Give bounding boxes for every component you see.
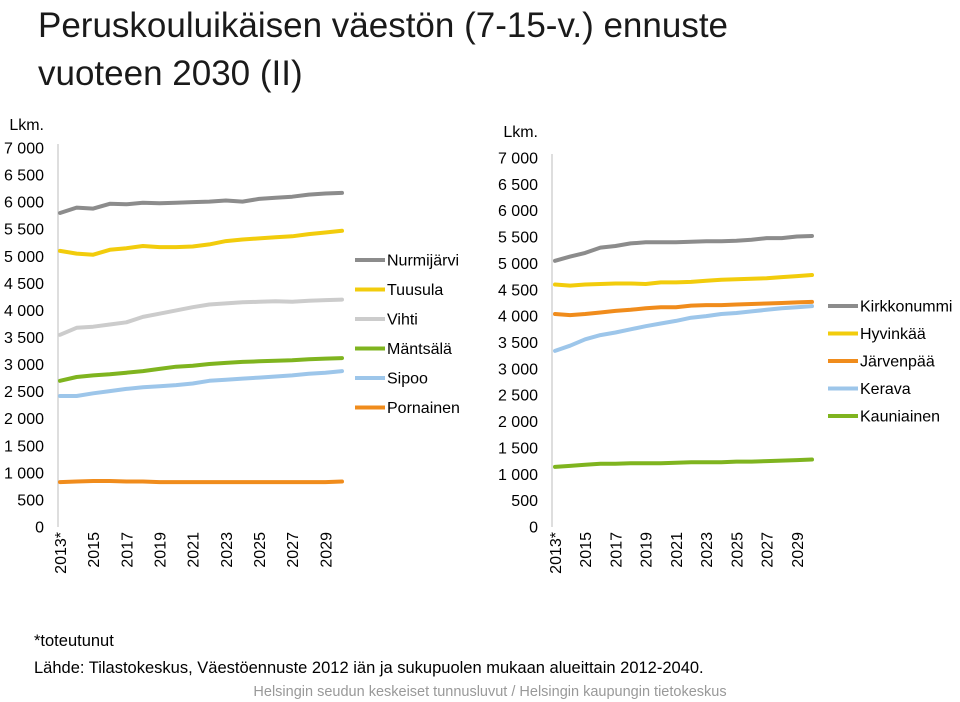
y-tick-label: 7 000 xyxy=(497,150,538,168)
y-tick-label: 7 000 xyxy=(3,140,44,158)
y-tick-label: 6 500 xyxy=(3,167,44,185)
series-line xyxy=(555,275,812,286)
x-tick-label: 2025 xyxy=(729,532,747,568)
y-tick-label: 1 500 xyxy=(3,438,44,456)
x-tick-label: 2025 xyxy=(252,532,270,568)
y-tick-label: 5 500 xyxy=(497,229,538,247)
y-tick-label: 2 500 xyxy=(497,387,538,405)
y-tick-label: 500 xyxy=(511,493,538,511)
x-tick-label: 2021 xyxy=(668,532,686,568)
x-tick-label: 2023 xyxy=(699,532,717,568)
x-tick-label: 2015 xyxy=(86,532,104,568)
y-tick-label: 3 000 xyxy=(497,361,538,379)
x-tick-label: 2023 xyxy=(218,532,236,568)
chart-right xyxy=(480,0,960,620)
x-tick-label: 2017 xyxy=(608,532,626,568)
x-tick-label: 2029 xyxy=(318,532,336,568)
y-tick-label: 2 000 xyxy=(497,414,538,432)
series-line xyxy=(60,231,342,255)
x-tick-label: 2015 xyxy=(578,532,596,568)
chart-left xyxy=(0,0,480,620)
y-tick-label: 500 xyxy=(17,492,44,510)
legend-label: Pornainen xyxy=(387,400,460,417)
y-tick-label: 3 000 xyxy=(3,357,44,375)
legend-label: Hyvinkää xyxy=(860,326,926,343)
y-tick-label: 6 000 xyxy=(497,203,538,221)
legend-label: Järvenpää xyxy=(860,353,935,371)
legend-label: Nurmijärvi xyxy=(387,252,459,270)
x-tick-label: 2013* xyxy=(548,532,565,574)
legend-label: Kauniainen xyxy=(860,408,941,426)
y-tick-label: 3 500 xyxy=(3,330,44,347)
y-tick-label: 4 500 xyxy=(3,275,44,293)
page-title: Peruskouluikäisen väestön (7-15-v.) ennuste vuoteen 2030 (II) xyxy=(38,6,729,93)
y-axis-title: Lkm. xyxy=(503,124,538,141)
legend-label: Kerava xyxy=(860,381,911,398)
y-tick-label: 0 xyxy=(35,519,44,537)
series-line xyxy=(555,236,812,261)
y-tick-label: 4 000 xyxy=(497,308,538,326)
y-tick-label: 4 500 xyxy=(497,282,538,300)
x-tick-label: 2021 xyxy=(185,532,203,568)
y-tick-label: 0 xyxy=(529,519,538,537)
legend-label: Mäntsälä xyxy=(387,341,452,358)
footnote: *toteutunut xyxy=(34,632,114,650)
series-line xyxy=(60,358,342,381)
y-tick-label: 6 000 xyxy=(3,194,44,212)
y-tick-label: 3 500 xyxy=(497,335,538,352)
x-tick-label: 2019 xyxy=(152,532,170,568)
x-tick-label: 2027 xyxy=(759,532,777,568)
y-tick-label: 1 000 xyxy=(497,466,538,484)
y-tick-label: 1 500 xyxy=(497,440,538,458)
source-note: Lähde: Tilastokeskus, Väestöennuste 2012 iän ja sukupuolen mukaan alueittain 2012-2040. xyxy=(34,659,704,677)
series-line xyxy=(60,193,342,213)
x-tick-label: 2019 xyxy=(638,532,656,568)
x-tick-label: 2029 xyxy=(789,532,807,568)
series-line xyxy=(555,460,812,467)
y-tick-label: 5 000 xyxy=(3,248,44,266)
y-tick-label: 5 000 xyxy=(497,255,538,273)
y-tick-label: 5 500 xyxy=(3,221,44,239)
x-tick-label: 2017 xyxy=(119,532,137,568)
series-line xyxy=(60,481,342,482)
y-tick-label: 2 500 xyxy=(3,384,44,402)
legend-label: Tuusula xyxy=(387,282,444,299)
y-tick-label: 1 000 xyxy=(3,465,44,483)
y-tick-label: 4 000 xyxy=(3,302,44,320)
y-tick-label: 6 500 xyxy=(497,176,538,194)
footer-credit: Helsingin seudun keskeiset tunnusluvut / Helsingin kaupungin tietokeskus xyxy=(253,684,727,700)
legend-label: Sipoo xyxy=(387,370,428,388)
series-line xyxy=(60,300,342,335)
x-tick-label: 2013* xyxy=(53,532,70,574)
legend-label: Vihti xyxy=(387,311,418,329)
y-tick-label: 2 000 xyxy=(3,411,44,429)
x-tick-label: 2027 xyxy=(285,532,303,568)
y-axis-title: Lkm. xyxy=(9,117,44,134)
legend-label: Kirkkonummi xyxy=(860,298,953,316)
